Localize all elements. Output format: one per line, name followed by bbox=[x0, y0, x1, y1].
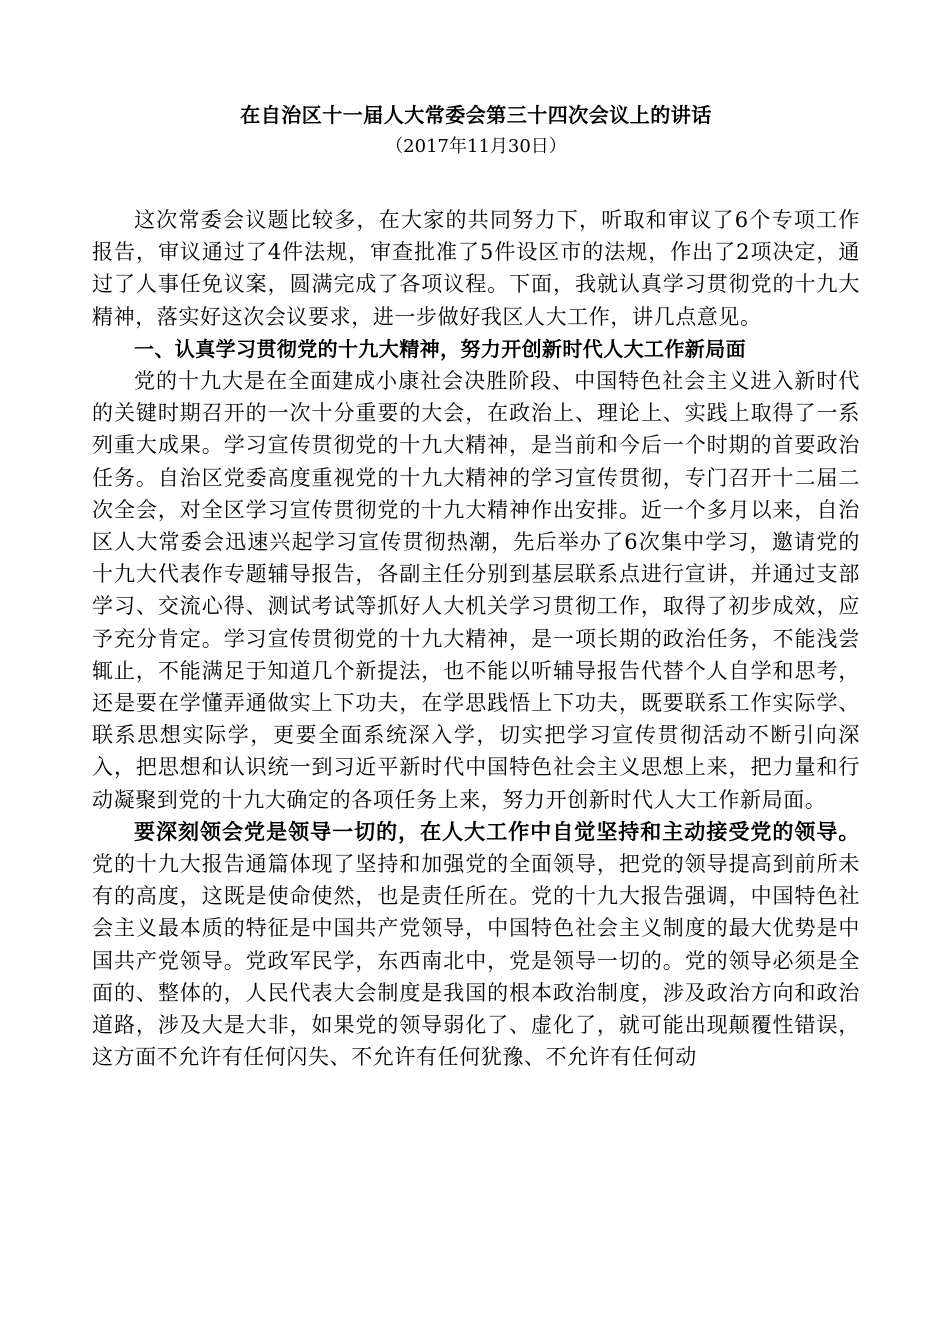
paragraph-continuation: 党的十九大报告通篇体现了坚持和加强党的全面领导，把党的领导提高到前所未有的高度，这既是使命使然，也是责任所在。党的十九大报告强调，中国特色社会主义最本质的特征是中国共产党领导，中国特色社会主义制度的最大优势是中国共产党领导。党政军民学，东西南北中，党是领导一切的。党的领导必须是全面的、整体的，人民代表大会制度是我国的根本政治制度，涉及政治方向和政治道路，涉及大是大非，如果党的领导弱化了、虚化了，就可能出现颠覆性错误，这方面不允许有任何闪失、不允许有任何犹豫、不允许有任何动 bbox=[92, 852, 860, 1070]
document-body bbox=[92, 204, 860, 1073]
section-paragraph-2 bbox=[92, 816, 860, 1074]
section-paragraph: 党的十九大是在全面建成小康社会决胜阶段、中国特色社会主义进入新时代的关键时期召开的一次十分重要的大会，在政治上、理论上、实践上取得了一系列重大成果。学习宣传贯彻党的十九大精神，是当前和今后一个时期的首要政治任务。自治区党委高度重视党的十九大精神的学习宣传贯彻，专门召开十二届二次全会，对全区学习宣传贯彻党的十九大精神作出安排。近一个多月以来，自治区人大常委会迅速兴起学习宣传贯彻热潮，先后举办了6次集中学习，邀请党的十九大代表作专题辅导报告，各副主任分别到基层联系点进行宣讲，并通过支部学习、交流心得、测试考试等抓好人大机关学习贯彻工作，取得了初步成效，应予充分肯定。学习宣传贯彻党的十九大精神，是一项长期的政治任务，不能浅尝辄止，不能满足于知道几个新提法，也不能以听辅导报告代替个人自学和思考，还是要在学懂弄通做实上下功夫，在学思践悟上下功夫，既要联系工作实际学、联系思想实际学，更要全面系统深入学，切实把学习宣传贯彻活动不断引向深入，把思想和认识统一到习近平新时代中国特色社会主义思想上来，把力量和行动凝聚到党的十九大确定的各项任务上来，努力开创新时代人大工作新局面。 bbox=[92, 369, 860, 812]
intro-paragraph: 这次常委会议题比较多，在大家的共同努力下，听取和审议了6个专项工作报告，审议通过了4件法规，审查批准了5件设区市的法规，作出了2项决定，通过了人事任免议案，圆满完成了各项议程。下面，我就认真学习贯彻党的十九大精神，落实好这次会议要求，进一步做好我区人大工作，讲几点意见。 bbox=[92, 208, 860, 329]
section-heading: 一、认真学习贯彻党的十九大精神，努力开创新时代人大工作新局面 bbox=[134, 336, 746, 361]
document-date: （2017年11月30日） bbox=[385, 136, 567, 157]
lead-sentence: 要深刻领会党是领导一切的，在人大工作中自觉坚持和主动接受党的领导。 bbox=[134, 818, 860, 844]
document-title: 在自治区十一届人大常委会第三十四次会议上的讲话 bbox=[240, 103, 712, 127]
